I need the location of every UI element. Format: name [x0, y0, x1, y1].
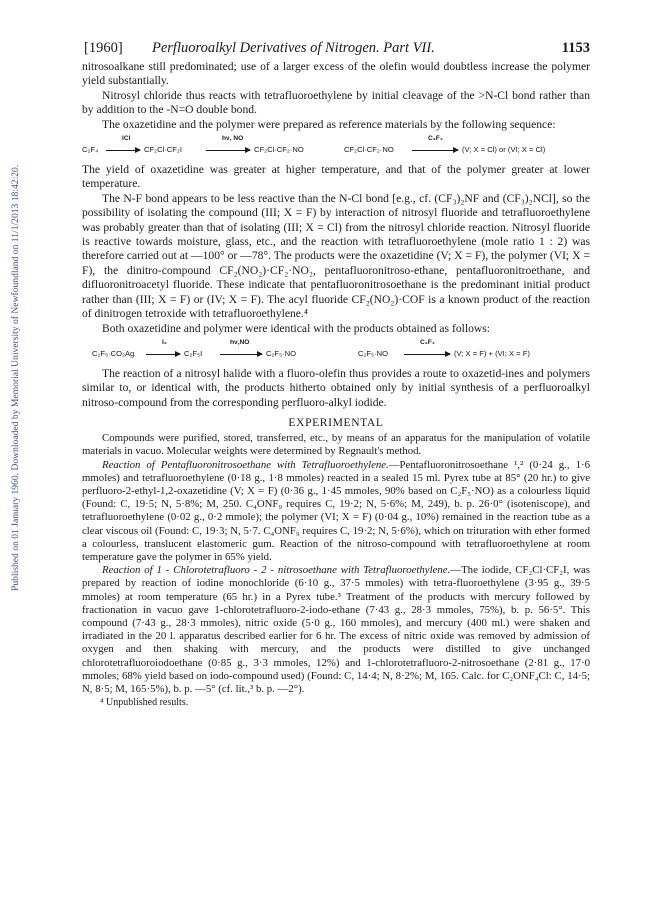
- journal-page: [82, 40, 590, 709]
- scheme2-intermediate: C₂F₅I: [184, 348, 203, 358]
- reaction-2-title: Reaction of 1 - Chlorotetrafluoro - 2 - nitrosoethane with Tetrafluoroethylene.: [102, 564, 451, 577]
- reaction-1: [82, 459, 590, 565]
- paragraph-5: The N-F bond appears to be less reactive than the N-Cl bond [e.g., cf. (CF₃)₂NF and (CF₃)₂NCl], so the possibility of isolating the compound (III; X = F) by interaction of nitrosyl fluoride and tetrafluoroethylene was probably greater than that of isolating (III; X = Cl) from the nitrosyl chloride reaction. Nitrosyl fluoride is reactive towards moisture, glass, etc., and the reaction with tetrafluoroethylene (mole ratio 1 : 2) was therefore carried out at —100° or —78°. The products were the oxazetidine (V; X = F), the polymer (VI; X = F), the dinitro-compound CF₂(NO₂)·CF₂·NO₂, pentafluoronitroso-ethane, pentafluoronitroethane, and difluoronitroacetyl fluoride. These indicate that pentafluoronitrosoethane is the predominant initial product rather than (III; X = F) or (IV; X = F). The acyl fluoride CF₂(NO₂)·COF is a known product of the reaction of dinitrogen tetroxide with tetrafluoroethylene.⁴: [82, 191, 590, 321]
- scheme2-reactant: C₂F₅·CO₂Ag: [92, 348, 135, 358]
- download-notice: [3, 96, 21, 591]
- header-year: [1960]: [84, 40, 123, 56]
- download-notice-text: Published on 01 January 1960. Downloaded by Memorial University of Newfoundland on 11/1/2013 18:42:20.: [10, 164, 21, 591]
- reaction-1-title: Reaction of Pentafluoronitrosoethane with Tetrafluoroethylene.: [102, 458, 389, 471]
- reaction-scheme-1: [82, 133, 590, 159]
- scheme1-reactant: C₂F₄: [82, 145, 99, 155]
- scheme1-product: CF₂Cl·CF₂·NO: [254, 145, 304, 155]
- scheme1-intermediate: CF₂Cl·CF₂I: [144, 145, 182, 155]
- scheme1-arrow-1: [106, 150, 140, 151]
- paragraph-1: nitrosoalkane still predominated; use of a larger excess of the olefin would doubtless increase the polymer yield substantially.: [82, 60, 590, 88]
- reaction-2-body: —The iodide, CF₂Cl·CF₂I, was prepared by reaction of iodine monochloride (6·10 g., 37·5 mmoles) with tetra-fluoroethylene (3·95 g., 39·5 mmoles) at room temperature (65 hr.) in a Pyrex tube.³ Treatment of the products with mercury followed by fractionation in vacuo gave 1-chlorotetrafluoro-2-iodo-ethane (7·43 g., 28·3 mmoles, 75%), b. p. 56·5°. This compound (7·43 g., 28·3 mmoles), nitric oxide (5·0 g., 160 mmoles), and mercury (400 ml.) were shaken and irradiated in the 20 l. apparatus described earlier for 6 hr. The excess of nitric oxide was removed by admission of oxygen and then shaking with mercury, and the products were distilled to give unchanged chlorotetrafluoroiodoethane (0·85 g., 3·3 mmoles, 12%) and 1-chlorotetrafluoro-2-nitrosoethane (2·81 g., 17·0 mmoles; 68% yield based on iodo-compound used) (Found: C, 14·4; N, 8·2%; M, 165. Calc. for C₂ONF₄Cl: C, 14·5; N, 8·5; M, 165·5%), b. p. —5° (cf. lit.,³ b. p. —2°).: [82, 564, 590, 695]
- scheme2-reagent-1: I₂: [162, 338, 167, 346]
- scheme1-arrow-3: [412, 150, 458, 151]
- scheme1-arrow-2: [206, 150, 250, 151]
- header-title: Perfluoroalkyl Derivatives of Nitrogen. Part VII.: [152, 40, 435, 56]
- paragraph-7: The reaction of a nitrosyl halide with a fluoro-olefin thus provides a route to oxazetid-ines and polymers similar to, or identical with, the products hitherto obtained only by initial synthesis of a perfluoroalkyl nitroso-compound from the corresponding perfluoro-alkyl iodide.: [82, 366, 590, 409]
- scheme1-reagent-3: C₂F₄: [428, 135, 443, 143]
- paragraph-4: The yield of oxazetidine was greater at higher temperature, and that of the polymer greater at lower temperature.: [82, 163, 590, 191]
- footnote: ⁴ Unpublished results.: [100, 697, 189, 709]
- scheme2-outcome: (V; X = F) + (VI; X = F): [454, 348, 530, 358]
- reaction-1-body: —Pentafluoronitrosoethane ¹,² (0·24 g., 1·6 mmoles) and tetrafluoroethylene (0·18 g., 1·8 mmoles) reacted in a sealed 15 ml. Pyrex tube at 85° (20 hr.) to give perfluoro-2-ethyl-1,2-oxazetidine (V; X = F) (0·36 g., 1·45 mmoles, 90% based on C₂F₅·NO) as a colourless liquid (Found: C, 19·5; N, 5·8%; M, 250. C₄ONF₉ requires C, 19·2; N, 5·6%; M, 249), b. p. 26·0° (isoteniscope), and tetrafluoroethylene (0·02 g., 0·2 mmole); the polymer (VI; X = F) (0·04 g., 10%) remained in the reaction tube as a clear viscous oil (Found: C, 19·3; N, 5·7. C₄ONF₉ requires C, 19·2; N, 5·6%), which on trituration with ether formed a colourless, translucent elastomeric gum. Reaction of the nitroso-compound with tetrafluoroethylene at room temperature gave the polymer in 65% yield.: [82, 458, 590, 563]
- scheme2-arrow-2: [220, 354, 262, 355]
- paragraph-2: Nitrosyl chloride thus reacts with tetrafluoroethylene by initial cleavage of the >N-Cl bond rather than by addition to the -N=O double bond.: [82, 88, 590, 117]
- scheme2-product: C₂F₅·NO: [266, 348, 297, 358]
- scheme2-arrow-1: [146, 354, 180, 355]
- scheme2-reagent-3: C₂F₄: [420, 338, 435, 346]
- scheme1-reactant-2: CF₂Cl·CF₂·NO: [344, 145, 394, 155]
- paragraph-6: Both oxazetidine and polymer were identical with the products obtained as follows:: [102, 321, 490, 335]
- scheme2-arrow-3: [404, 354, 450, 355]
- running-header: [82, 40, 590, 60]
- reaction-scheme-2: [82, 337, 590, 363]
- page-number: 1153: [561, 40, 590, 56]
- scheme1-outcome: (V; X = Cl) or (VI; X = Cl): [462, 145, 546, 155]
- scheme2-reagent-2: hν,NO: [230, 338, 250, 346]
- scheme2-reactant-2: C₂F₅·NO: [358, 348, 389, 358]
- section-heading: EXPERIMENTAL: [288, 416, 384, 430]
- scheme1-reagent-2: hν, NO: [222, 135, 244, 143]
- scheme1-reagent-1: ICl: [122, 135, 131, 143]
- reaction-2: [82, 564, 590, 696]
- paragraph-3: The oxazetidine and the polymer were prepared as reference materials by the following sequence:: [102, 117, 556, 131]
- experimental-intro: Compounds were purified, stored, transferred, etc., by means of an apparatus for the manipulation of volatile materials in vacuo. Molecular weights were determined by Regnault's method.: [82, 432, 590, 458]
